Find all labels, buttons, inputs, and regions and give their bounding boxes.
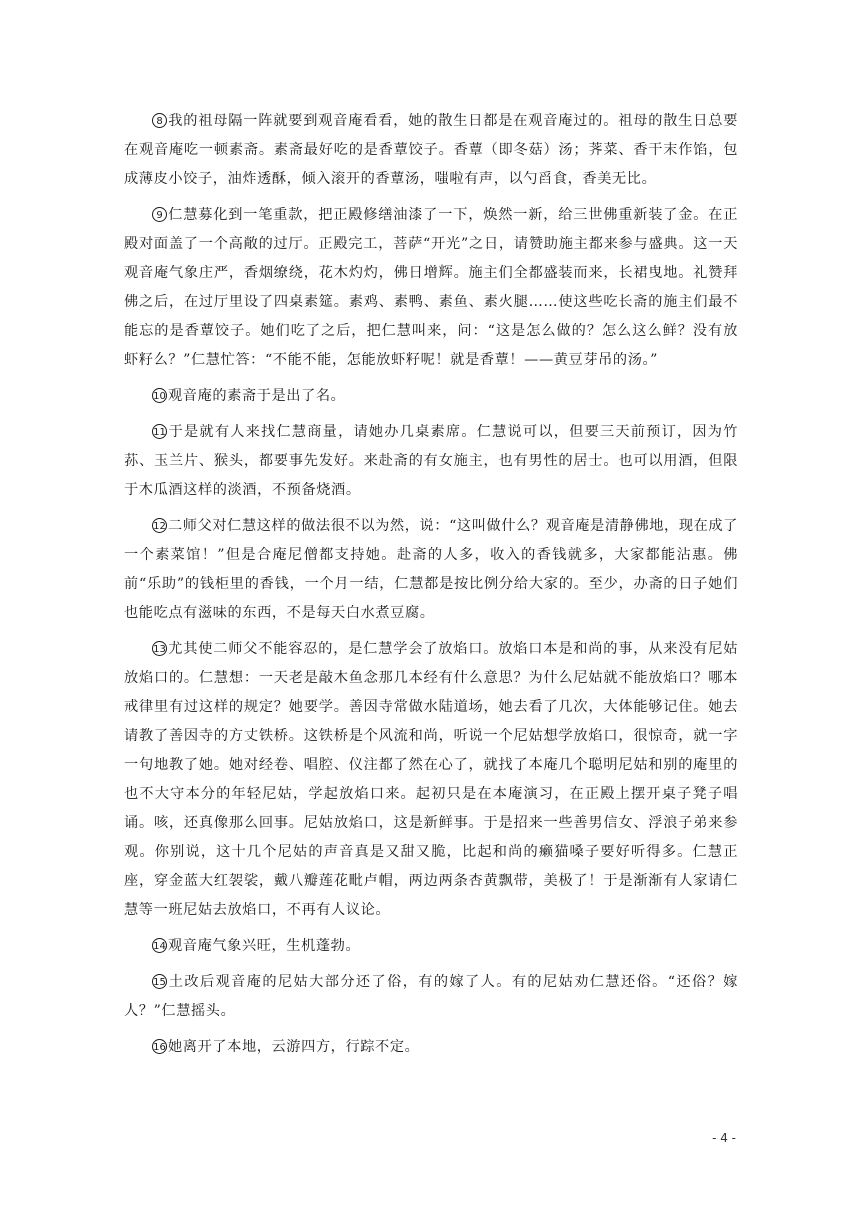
paragraph-number-badge: 14 [152, 938, 167, 953]
paragraph-text: 土改后观音庵的尼姑大部分还了俗，有的嫁了人。有的尼姑劝仁慧还俗。“还俗？嫁人？”仁慧摇头。 [124, 974, 738, 1019]
paragraph-text: 观音庵的素斋于是出了名。 [168, 388, 346, 404]
paragraph-number-badge: 15 [152, 974, 167, 989]
paragraph-16 [124, 1033, 738, 1062]
paragraph-11 [124, 418, 738, 505]
paragraph-number-badge: 8 [152, 113, 167, 128]
paragraph-12 [124, 512, 738, 628]
paragraph-number-badge: 13 [152, 641, 167, 656]
paragraph-text: 二师父对仁慧这样的做法很不以为然，说：“这叫做什么？观音庵是清静佛地，现在成了一个素菜馆！”但是合庵尼僧都支持她。赴斋的人多，收入的香钱就多，大家都能沾惠。佛前“乐助”的钱柜里的香钱，一个月一结，仁慧都是按比例分给大家的。至少，办斋的日子她们也能吃点有滋味的东西，不是每天白水煮豆腐。 [124, 518, 738, 621]
page-number: - 4 - [712, 1131, 736, 1145]
paragraph-number-badge: 12 [152, 518, 167, 533]
paragraph-8 [124, 107, 738, 194]
paragraph-text: 观音庵气象兴旺，生机蓬勃。 [168, 938, 361, 954]
paragraph-10 [124, 382, 738, 411]
paragraph-number-badge: 16 [152, 1039, 167, 1054]
paragraph-15 [124, 968, 738, 1026]
paragraph-text: 尤其使二师父不能容忍的，是仁慧学会了放焰口。放焰口本是和尚的事，从来没有尼姑放焰口的。仁慧想：一天老是敲木鱼念那几本经有什么意思？为什么尼姑就不能放焰口？哪本戒律里有过这样的规定？她要学。善因寺常做水陆道场，她去看了几次，大体能够记住。她去请教了善因寺的方丈铁桥。这铁桥是个风流和尚，听说一个尼姑想学放焰口，很惊奇，就一字一句地教了她。她对经卷、唱腔、仪注都了然在心了，就找了本庵几个聪明尼姑和别的庵里的也不大守本分的年轻尼姑，学起放焰口来。起初只是在本庵演习，在正殿上摆开桌子凳子唱诵。咳，还真像那么回事。尼姑放焰口，这是新鲜事。于是招来一些善男信女、浮浪子弟来参观。你别说，这十几个尼姑的声音真是又甜又脆，比起和尚的癞猫嗓子要好听得多。仁慧正座，穿金蓝大红袈裟，戴八瓣莲花毗卢帽，两边两条杏黄飘带，美极了！于是渐渐有人家请仁慧等一班尼姑去放焰口，不再有人议论。 [124, 641, 738, 918]
paragraph-text: 于是就有人来找仁慧商量，请她办几桌素席。仁慧说可以，但要三天前预订，因为竹荪、玉兰片、猴头，都要事先发好。来赴斋的有女施主，也有男性的居士。也可以用酒，但限于木瓜酒这样的淡酒，不预备烧酒。 [124, 424, 738, 498]
paragraph-text: 仁慧募化到一笔重款，把正殿修缮油漆了一下，焕然一新，给三世佛重新装了金。在正殿对面盖了一个高敞的过厅。正殿完工，菩萨“开光”之日，请赞助施主都来参与盛典。这一天观音庵气象庄严，香烟缭绕，花木灼灼，佛日增辉。施主们全都盛装而来，长裙曳地。礼赞拜佛之后，在过厅里设了四桌素筵。素鸡、素鸭、素鱼、素火腿……使这些吃长斋的施主们最不能忘的是香蕈饺子。她们吃了之后，把仁慧叫来，问：“这是怎么做的？怎么这么鲜？没有放虾籽么？”仁慧忙答：“不能不能，怎能放虾籽呢！就是香蕈！——黄豆芽吊的汤。” [124, 207, 738, 368]
document-body [124, 107, 738, 1069]
paragraph-text: 我的祖母隔一阵就要到观音庵看看，她的散生日都是在观音庵过的。祖母的散生日总要在观音庵吃一顿素斋。素斋最好吃的是香蕈饺子。香蕈（即冬菇）汤；荠菜、香干末作馅，包成薄皮小饺子，油炸透酥，倾入滚开的香蕈汤，嗤啦有声，以勺舀食，香美无比。 [124, 113, 738, 187]
paragraph-14 [124, 932, 738, 961]
paragraph-text: 她离开了本地，云游四方，行踪不定。 [168, 1039, 420, 1055]
paragraph-number-badge: 9 [152, 207, 167, 222]
paragraph-number-badge: 11 [152, 424, 167, 439]
paragraph-number-badge: 10 [152, 388, 167, 403]
paragraph-13 [124, 635, 738, 925]
paragraph-9 [124, 201, 738, 375]
